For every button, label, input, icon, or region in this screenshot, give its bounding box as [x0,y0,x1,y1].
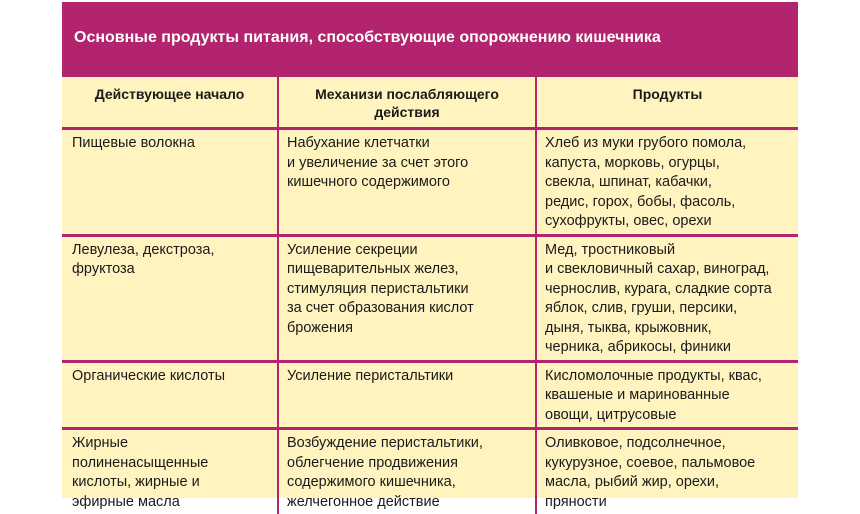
cell-line: редис, горох, бобы, фасоль, [545,193,790,213]
cell-line: Усиление перистальтики [287,367,527,387]
header-products [536,76,798,129]
cell-line: масла, рыбий жир, орехи, [545,473,790,493]
cell-mechanism [278,129,536,236]
cell-active-principle [62,361,278,429]
cell-products [536,361,798,429]
table-row [62,129,798,236]
cell-active-principle [62,129,278,236]
cell-line: желчегонное действие [287,493,527,513]
cell-line: кукурузное, соевое, пальмовое [545,454,790,474]
cell-mechanism [278,235,536,361]
cell-line: черника, абрикосы, финики [545,338,790,358]
cell-line: и увеличение за счет этого [287,154,527,174]
cell-line: Оливковое, подсолнечное, [545,434,790,454]
cell-line: сухофрукты, овес, орехи [545,212,790,232]
cell-line: Левулеза, декстроза, [72,241,269,261]
table-header-row [62,76,798,129]
cell-line: Набухание клетчатки [287,134,527,154]
cell-line: овощи, цитрусовые [545,406,790,426]
cell-line: квашеные и маринованные [545,386,790,406]
table-row [62,429,798,514]
cell-line: Жирные [72,434,269,454]
cell-line: и свекловичный сахар, виноград, [545,260,790,280]
cell-mechanism [278,429,536,514]
cell-line: Кисломолочные продукты, квас, [545,367,790,387]
cell-products [536,129,798,236]
cell-line: Органические кислоты [72,367,269,387]
cell-line: Хлеб из муки грубого помола, [545,134,790,154]
cell-line: капуста, морковь, огурцы, [545,154,790,174]
cell-line: эфирные масла [72,493,269,513]
cell-line: пряности [545,493,790,513]
cell-line: Пищевые волокна [72,134,269,154]
cell-line: кислоты, жирные и [72,473,269,493]
cell-line: стимуляция перистальтики [287,280,527,300]
cell-active-principle [62,235,278,361]
header-line: действия [285,103,529,121]
cell-line: дыня, тыква, крыжовник, [545,319,790,339]
cell-line: облегчение продвижения [287,454,527,474]
products-table [62,74,798,514]
cell-line: за счет образования кислот [287,299,527,319]
header-line: Продукты [543,85,792,103]
table-row [62,235,798,361]
cell-active-principle [62,429,278,514]
cell-products [536,235,798,361]
cell-mechanism [278,361,536,429]
cell-line: пищеварительных желез, [287,260,527,280]
cell-line: чернослив, курага, сладкие сорта [545,280,790,300]
cell-line: яблок, слив, груши, персики, [545,299,790,319]
table-row [62,361,798,429]
cell-line: Усиление секреции [287,241,527,261]
document-frame [62,2,798,498]
header-line: Действующее начало [68,85,271,103]
cell-line: брожения [287,319,527,339]
header-mechanism [278,76,536,129]
cell-line: свекла, шпинат, кабачки, [545,173,790,193]
cell-line: полиненасыщенные [72,454,269,474]
cell-line: Возбуждение перистальтики, [287,434,527,454]
header-active-principle [62,76,278,129]
header-line: Механизи послабляющего [285,85,529,103]
page-title: Основные продукты питания, способствующие опорожнению кишечника [62,2,798,74]
cell-line: кишечного содержимого [287,173,527,193]
cell-line: содержимого кишечника, [287,473,527,493]
cell-products [536,429,798,514]
cell-line: фруктоза [72,260,269,280]
cell-line: Мед, тростниковый [545,241,790,261]
